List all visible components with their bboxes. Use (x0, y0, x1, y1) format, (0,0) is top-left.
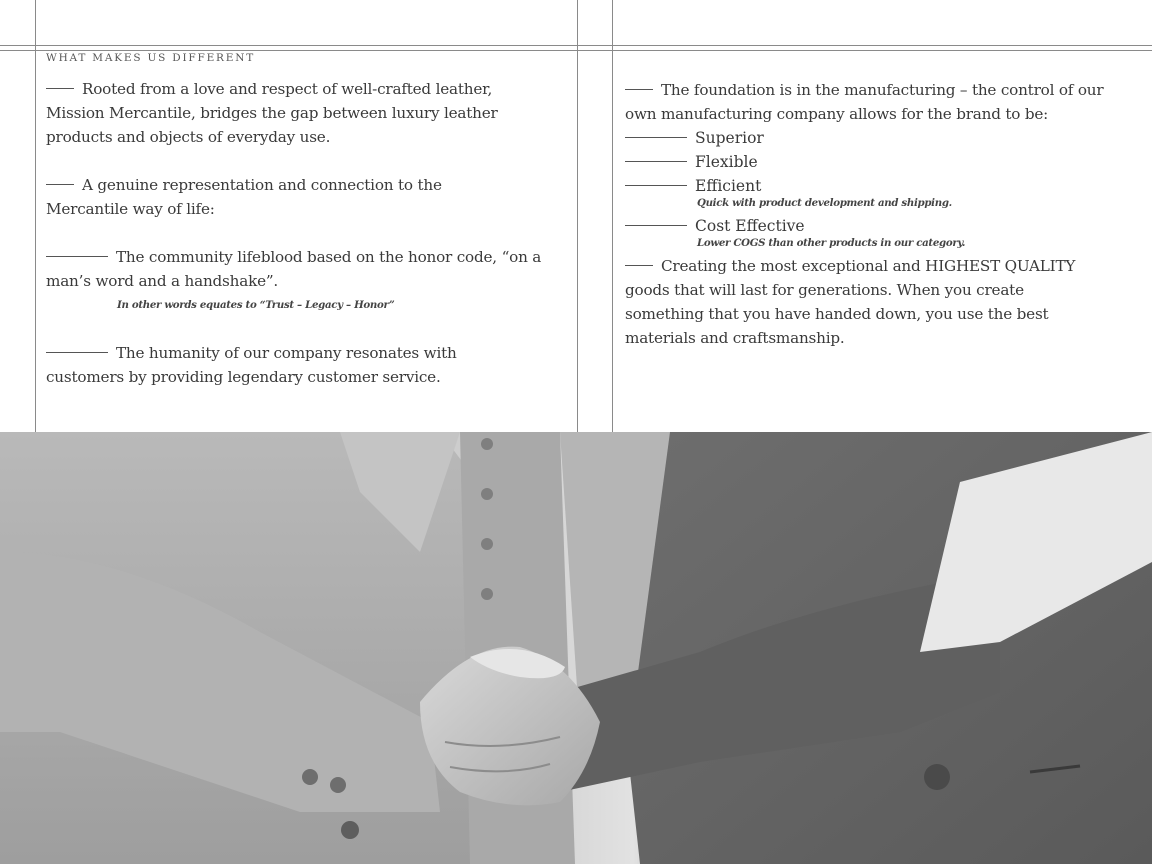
list-item-efficient: Efficient (625, 174, 761, 198)
dash-divider (46, 352, 108, 353)
dash-divider (46, 88, 74, 89)
left-paragraph-3: The community lifeblood based on the honor code, “on a man’s word and a handshake”. (46, 248, 542, 290)
dash-divider (625, 161, 687, 162)
top-rule-1 (0, 45, 1152, 46)
handshake-illustration (0, 432, 1152, 864)
dash-divider (625, 265, 653, 266)
list-item-superior: Superior (625, 126, 764, 150)
dash-divider (625, 225, 687, 226)
dash-divider (625, 89, 653, 90)
left-paragraph-4: The humanity of our company resonates with customers by providing legendary customer service. (46, 344, 457, 386)
list-item-flexible: Flexible (625, 150, 758, 174)
gutter-rule-left (577, 0, 578, 432)
dash-divider (46, 256, 108, 257)
list-item-cost-effective: Cost Effective (625, 214, 805, 238)
left-paragraph-1: Rooted from a love and respect of well-crafted leather, Mission Mercantile, bridges the gap between luxury leather products and objects of everyday use. (46, 80, 498, 146)
list-item-efficient-note: Quick with product development and shipping. (697, 197, 952, 209)
list-item-cost-effective-note: Lower COGS than other products in our category. (697, 237, 966, 249)
top-rule-2 (0, 50, 1152, 51)
dash-divider (625, 185, 687, 186)
left-paragraph-3-note: In other words equates to “Trust – Legacy – Honor” (117, 299, 395, 311)
left-paragraph-2: A genuine representation and connection to the Mercantile way of life: (46, 176, 442, 218)
dash-divider (625, 137, 687, 138)
right-paragraph-2: Creating the most exceptional and HIGHEST QUALITY goods that will last for generations. When you create something that you have handed down, you use the best materials and craftsmanship. (625, 257, 1076, 347)
right-paragraph-1: The foundation is in the manufacturing – the control of our own manufacturing company allows for the brand to be: (625, 81, 1104, 123)
dash-divider (46, 184, 74, 185)
section-eyebrow: WHAT MAKES US DIFFERENT (46, 52, 256, 64)
gutter-rule-right (612, 0, 613, 432)
left-margin-rule (35, 0, 36, 432)
handshake-photo (0, 432, 1152, 864)
